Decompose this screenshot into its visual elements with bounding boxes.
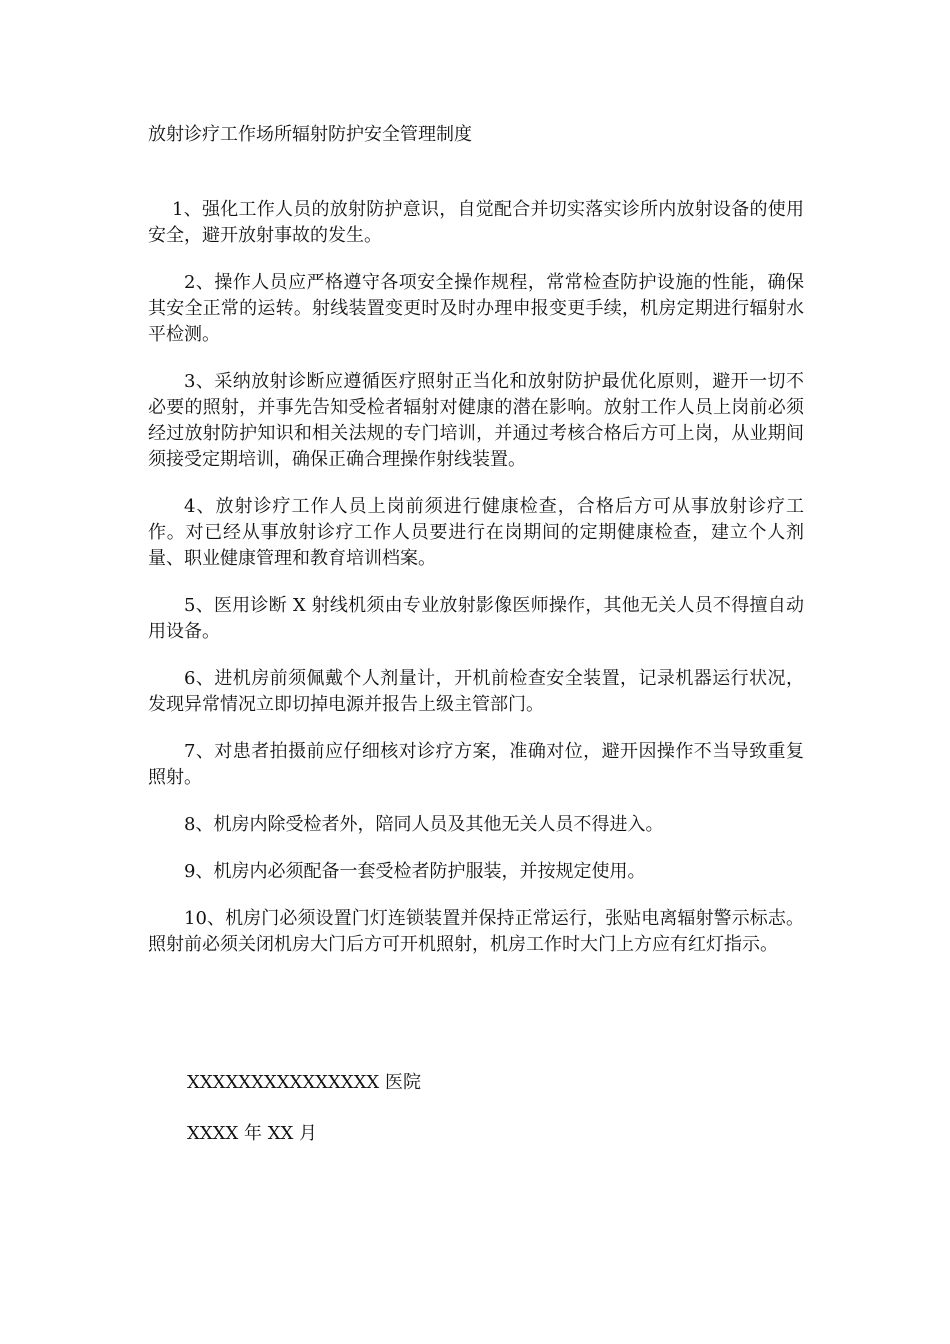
rule-paragraph-4: 4、放射诊疗工作人员上岗前须进行健康检查，合格后方可从事放射诊疗工作。对已经从事放射诊疗工作人员要进行在岗期间的定期健康检查，建立个人剂量、职业健康管理和教育培训档案。 [148,496,804,569]
signature-organization: XXXXXXXXXXXXXXX 医院 [187,1072,421,1093]
rule-paragraph-10: 10、机房门必须设置门灯连锁装置并保持正常运行，张贴电离辐射警示标志。照射前必须关闭机房大门后方可开机照射，机房工作时大门上方应有红灯指示。 [148,908,804,955]
rule-paragraph-2: 2、操作人员应严格遵守各项安全操作规程，常常检查防护设施的性能，确保其安全正常的运转。射线装置变更时及时办理申报变更手续，机房定期进行辐射水平检测。 [148,272,804,345]
rule-paragraph-9: 9、机房内必须配备一套受检者防护服装，并按规定使用。 [184,861,646,882]
rule-paragraph-1: 1、强化工作人员的放射防护意识，自觉配合并切实落实诊所内放射设备的使用安全，避开放射事故的发生。 [148,199,804,246]
document-title: 放射诊疗工作场所辐射防护安全管理制度 [148,124,472,145]
rule-paragraph-7: 7、对患者拍摄前应仔细核对诊疗方案，准确对位，避开因操作不当导致重复照射。 [148,741,804,788]
document-body [148,197,804,979]
rule-paragraph-3: 3、采纳放射诊断应遵循医疗照射正当化和放射防护最优化原则，避开一切不必要的照射，并事先告知受检者辐射对健康的潜在影响。放射工作人员上岗前必须经过放射防护知识和相关法规的专门培训，并通过考核合格后方可上岗，从业期间须接受定期培训，确保正确合理操作射线装置。 [148,371,804,470]
rule-paragraph-8: 8、机房内除受检者外，陪同人员及其他无关人员不得进入。 [184,814,664,835]
rule-paragraph-6: 6、进机房前须佩戴个人剂量计，开机前检查安全装置，记录机器运行状况，发现异常情况立即切掉电源并报告上级主管部门。 [148,668,804,715]
rule-paragraph-5: 5、医用诊断 X 射线机须由专业放射影像医师操作，其他无关人员不得擅自动用设备。 [148,595,804,642]
signature-date: XXXX 年 XX 月 [187,1123,318,1144]
